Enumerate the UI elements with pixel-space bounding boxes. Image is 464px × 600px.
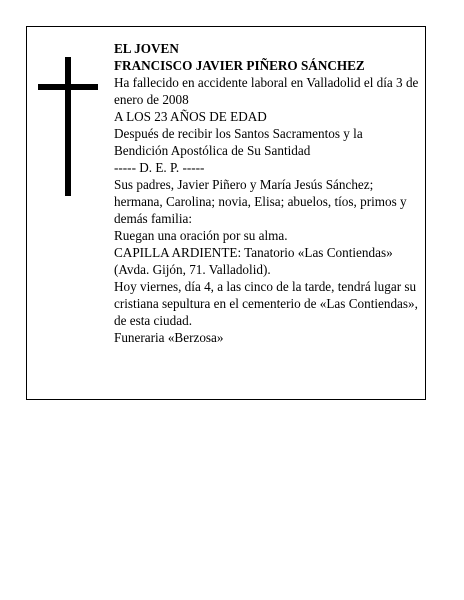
rip-line: ----- D. E. P. ----- bbox=[114, 160, 205, 175]
death-info: Ha fallecido en accidente laboral en Valladolid el día 3 de enero de 2008 bbox=[114, 75, 419, 107]
chapel-line: CAPILLA ARDIENTE: Tanatorio «Las Contiendas» (Avda. Gijón, 71. Valladolid). bbox=[114, 245, 393, 277]
burial-line: Hoy viernes, día 4, a las cinco de la tarde, tendrá lugar su cristiana sepultura en el cementerio de «Las Contiendas», de esta ciudad. bbox=[114, 279, 418, 328]
notice-heading: EL JOVEN bbox=[114, 41, 179, 56]
family-line: Sus padres, Javier Piñero y María Jesús Sánchez; hermana, Carolina; novia, Elisa; abuelos, tíos, primos y demás familia: bbox=[114, 177, 407, 226]
obituary-text bbox=[114, 40, 420, 346]
deceased-name: FRANCISCO JAVIER PIÑERO SÁNCHEZ bbox=[114, 58, 365, 73]
age-line: A LOS 23 AÑOS DE EDAD bbox=[114, 109, 267, 124]
cross-icon-crossbar bbox=[38, 84, 98, 90]
sacraments-line: Después de recibir los Santos Sacramentos y la Bendición Apostólica de Su Santidad bbox=[114, 126, 363, 158]
prayer-line: Ruegan una oración por su alma. bbox=[114, 228, 288, 243]
cross-icon bbox=[65, 57, 71, 196]
funeral-home-line: Funeraria «Berzosa» bbox=[114, 330, 224, 345]
